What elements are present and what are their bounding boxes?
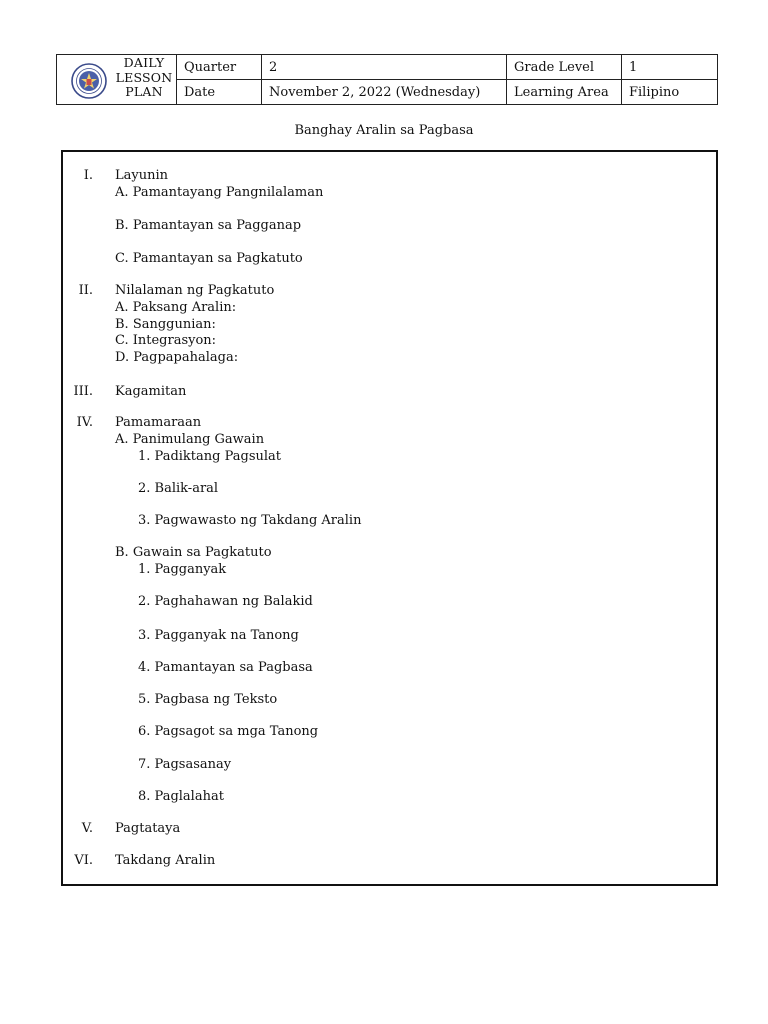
outline-subitem: 3. Pagganyak na Tanong [138, 628, 299, 643]
outline-item: A. Pamantayang Pangnilalaman [115, 185, 324, 200]
header-row-1 [57, 55, 718, 80]
grade-level-label: Grade Level [507, 55, 622, 80]
learning-area-value: Filipino [622, 80, 718, 105]
section-title: Layunin [115, 168, 169, 183]
outline-subitem: 7. Pagsasanay [138, 757, 232, 772]
outline-item: A. Panimulang Gawain [115, 432, 265, 447]
section-title: Pagtataya [115, 821, 181, 836]
grade-level-value: 1 [622, 55, 718, 80]
section-number: III. [73, 384, 93, 399]
dlp-line-plan: PLAN [125, 84, 163, 99]
outline-subitem: 8. Paglalahat [138, 789, 224, 804]
section-number: V. [81, 821, 93, 836]
outline-subitem: 3. Pagwawasto ng Takdang Aralin [138, 513, 362, 528]
outline-subitem: 2. Paghahawan ng Balakid [138, 594, 313, 609]
header-table [56, 54, 718, 105]
outline-item: A. Paksang Aralin: [115, 300, 237, 315]
outline-item: B. Sanggunian: [115, 317, 216, 332]
section-number: VI. [74, 853, 93, 868]
document-title: Banghay Aralin sa Pagbasa [294, 123, 474, 138]
section-title: Nilalaman ng Pagkatuto [115, 283, 275, 298]
dlp-line-lesson: LESSON [115, 69, 173, 85]
date-value: November 2, 2022 (Wednesday) [262, 80, 507, 105]
date-label: Date [177, 80, 262, 105]
outline-item: C. Integrasyon: [115, 333, 217, 348]
lesson-outline [61, 150, 718, 886]
outline-item: B. Gawain sa Pagkatuto [115, 545, 272, 560]
outline-subitem: 4. Pamantayan sa Pagbasa [138, 660, 313, 675]
dlp-cell [57, 55, 177, 105]
outline-subitem: 1. Padiktang Pagsulat [138, 449, 282, 464]
section-title: Takdang Aralin [115, 853, 216, 868]
outline-item: D. Pagpapahalaga: [115, 350, 239, 365]
outline-item: B. Pamantayan sa Pagganap [115, 218, 302, 233]
outline-subitem: 1. Pagganyak [138, 562, 227, 577]
dlp-label [111, 56, 177, 100]
deped-seal-icon [71, 63, 107, 99]
learning-area-label: Learning Area [507, 80, 622, 105]
outline-item: C. Pamantayan sa Pagkatuto [115, 251, 303, 266]
quarter-label: Quarter [177, 55, 262, 80]
section-number: IV. [76, 415, 93, 430]
outline-subitem: 2. Balik-aral [138, 481, 219, 496]
outline-subitem: 6. Pagsagot sa mga Tanong [138, 724, 319, 739]
section-number: II. [78, 283, 93, 298]
dlp-line-daily: DAILY [123, 55, 165, 70]
outline-subitem: 5. Pagbasa ng Teksto [138, 692, 278, 707]
section-number: I. [83, 168, 93, 183]
section-title: Pamamaraan [115, 415, 202, 430]
quarter-value: 2 [262, 55, 507, 80]
section-title: Kagamitan [115, 384, 187, 399]
